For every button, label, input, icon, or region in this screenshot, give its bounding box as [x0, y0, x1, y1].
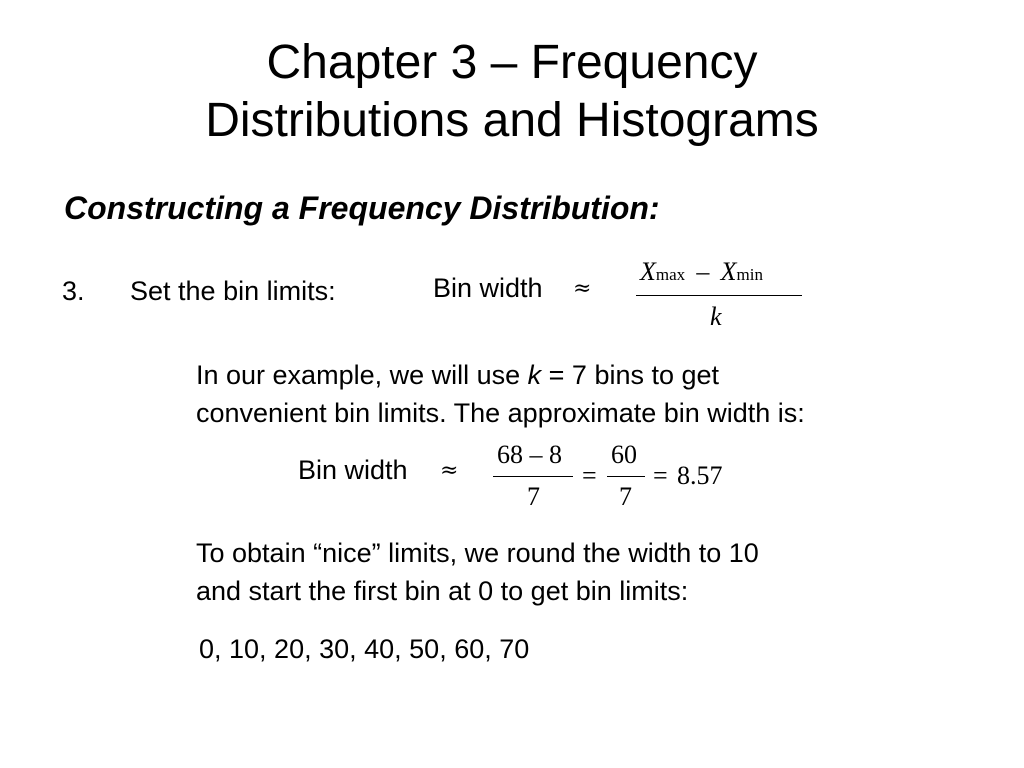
formula2-frac1-denominator: 7	[527, 482, 540, 511]
min-subscript: min	[736, 265, 763, 284]
paragraph-2-line-2: and start the first bin at 0 to get bin limits:	[196, 576, 689, 606]
title-line-1: Chapter 3 – Frequency	[266, 36, 758, 89]
formula1-denominator: k	[710, 302, 722, 331]
title-line-2: Distributions and Histograms	[205, 94, 819, 147]
paragraph-1-line-2: convenient bin limits. The approximate bin width is:	[196, 398, 805, 428]
max-subscript: max	[655, 265, 686, 284]
formula1-lhs: Bin width	[433, 273, 543, 303]
formula2-equals-2: =	[653, 461, 668, 490]
paragraph-1-k-var: k	[527, 360, 542, 390]
formula2-approx-sign: ≈	[440, 458, 459, 483]
paragraph-1-text-b: = 7 bins to get	[541, 360, 720, 390]
step-label: Set the bin limits:	[130, 276, 336, 306]
step-number: 3.	[62, 276, 85, 306]
paragraph-2-line-1: To obtain “nice” limits, we round the width to 10	[196, 538, 759, 568]
formula2-lhs: Bin width	[298, 455, 408, 485]
formula2-frac2-numerator: 60	[611, 440, 637, 469]
formula2-frac1-numerator: 68 – 8	[497, 440, 562, 469]
formula2-frac1-bar	[493, 476, 573, 477]
formula2-frac2-bar	[607, 476, 645, 477]
bin-limits: 0, 10, 20, 30, 40, 50, 60, 70	[199, 634, 530, 664]
formula1-fraction-bar	[636, 295, 802, 296]
x-min-var: X	[720, 257, 737, 286]
x-max-var: X	[640, 257, 656, 286]
formula1-numerator	[640, 256, 763, 287]
paragraph-2	[196, 534, 759, 610]
slide-title	[0, 34, 1024, 150]
section-subtitle: Constructing a Frequency Distribution:	[64, 190, 660, 226]
formula2-equals-1: =	[582, 461, 597, 490]
minus-sign: –	[696, 257, 710, 286]
formula1-approx-sign: ≈	[573, 276, 592, 301]
paragraph-1-text-a: In our example, we will use	[196, 360, 528, 390]
formula2-frac2-denominator: 7	[619, 482, 632, 511]
formula2-result: 8.57	[677, 461, 723, 490]
paragraph-1	[196, 356, 805, 432]
paragraph-1-line-1	[196, 356, 805, 394]
